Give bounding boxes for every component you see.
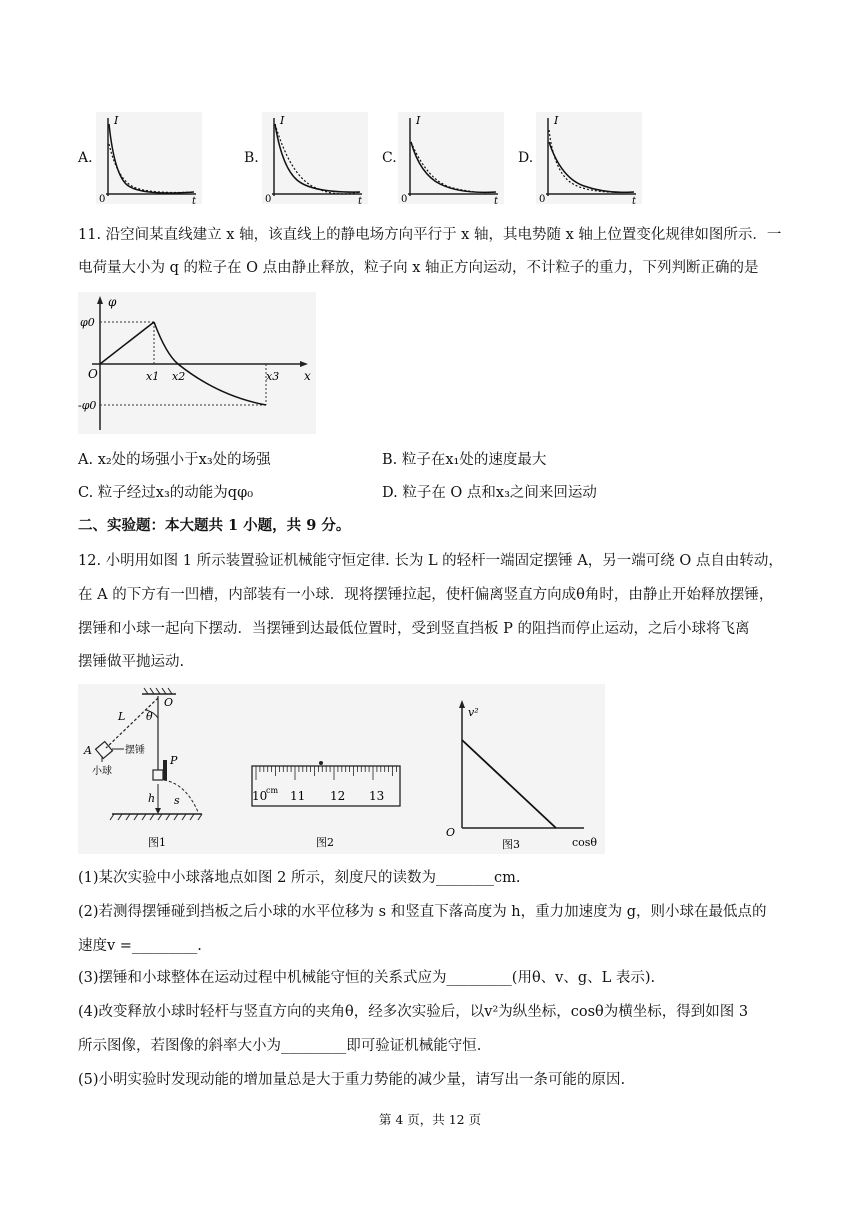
q10-a-origin: 0 [99, 194, 106, 204]
q11-phi0-label: φ0 [80, 316, 95, 329]
fig1-theta-label: θ [146, 710, 153, 723]
q10-option-c-label: C. [382, 150, 397, 166]
q10-d-x-label: t [632, 196, 637, 204]
section-heading: 二、实验题：本大题共 1 小题，共 9 分。 [78, 517, 351, 534]
q11-option-c: C. 粒子经过x₃的动能为qφ₀ [78, 485, 254, 501]
q12-part4-line2: 所示图像，若图像的斜率大小为_________即可验证机械能守恒. [78, 1038, 482, 1054]
q10-option-d-label: D. [518, 150, 534, 166]
q11-x2-label: x2 [172, 370, 186, 383]
fig3-caption: 图3 [502, 838, 520, 851]
q11-x1-label: x1 [146, 370, 160, 383]
fig1-hammer-label: 摆锤 [125, 745, 145, 756]
q12-stem-line4: 摆锤做平抛运动. [78, 654, 185, 670]
q12-part3: (3)摆锤和小球整体在运动过程中机械能守恒的关系式应为_________(用θ、v、g、L 表示). [78, 970, 656, 986]
q10-option-a-label: A. [78, 150, 93, 166]
fig1-a-label: A [84, 744, 92, 757]
fig2-caption: 图2 [316, 836, 334, 849]
fig2-tick-12: 12 [330, 789, 346, 803]
q10-b-x-label: t [358, 196, 363, 204]
q10-b-y-label: I [280, 114, 285, 127]
q11-x-axis-label: x [304, 369, 311, 383]
q10-d-origin: 0 [539, 194, 546, 204]
q10-c-y-label: I [416, 114, 421, 127]
q11-option-a: A. x₂处的场强小于x₃处的场强 [78, 452, 271, 468]
q10-a-x-label: t [192, 196, 197, 204]
q12-part4-line1: (4)改变释放小球时轻杆与竖直方向的夹角θ，经多次实验后，以v²为纵坐标，cosθ为横坐标，得到如图 3 [78, 1004, 749, 1020]
fig3-x-label: cosθ [572, 836, 598, 849]
fig1-o-label: O [164, 696, 174, 709]
q11-origin-label: O [88, 367, 98, 381]
q10-graph-a [96, 112, 202, 204]
fig2-unit: cm [266, 786, 279, 795]
q12-figure-panel [78, 684, 605, 854]
q12-stem-line3: 摆锤和小球一起向下摆动．当摆锤到达最低位置时，受到竖直挡板 P 的阻挡而停止运动，之后小球将飞离 [78, 621, 750, 637]
fig1-p-label: P [170, 754, 178, 767]
q12-part2-line2: 速度v =_________. [78, 938, 202, 954]
q12-part5: (5)小明实验时发现动能的增加量总是大于重力势能的减少量，请写出一条可能的原因. [78, 1072, 626, 1088]
q10-graph-c [398, 112, 504, 204]
q11-neg-phi0-label: -φ0 [78, 399, 97, 412]
q12-part2-line1: (2)若测得摆锤碰到挡板之后小球的水平位移为 s 和竖直下落高度为 h，重力加速度为 g，则小球在最低点的 [78, 904, 767, 920]
q11-option-b: B. 粒子在x₁处的速度最大 [382, 452, 547, 468]
fig1-ball-label: 小球 [92, 766, 112, 777]
q12-part1: (1)某次实验中小球落地点如图 2 所示，刻度尺的读数为________cm. [78, 870, 521, 886]
fig2-tick-11: 11 [290, 789, 306, 803]
q10-option-b-label: B. [244, 150, 259, 166]
fig3-y-label: v² [468, 706, 479, 719]
q11-potential-graph [78, 292, 316, 434]
q11-x3-label: x3 [266, 370, 280, 383]
q10-a-y-label: I [114, 114, 119, 127]
q10-c-origin: 0 [401, 194, 408, 204]
fig2-tick-10: 10 [252, 789, 268, 803]
fig1-h-label: h [148, 792, 156, 805]
q10-graph-b [262, 112, 368, 204]
q10-graph-d [536, 112, 642, 204]
fig2-tick-13: 13 [369, 789, 385, 803]
q11-stem-line2: 电荷量大小为 q 的粒子在 O 点由静止释放，粒子向 x 轴正方向运动，不计粒子的重力，下列判断正确的是 [78, 260, 759, 276]
q12-stem-line2: 在 A 的下方有一凹槽，内部装有一小球．现将摆锤拉起，使杆偏离竖直方向成θ角时，由静止开始释放摆锤， [78, 587, 774, 603]
q10-b-origin: 0 [265, 194, 272, 204]
q10-d-y-label: I [554, 114, 559, 127]
q11-y-axis-label: φ [108, 295, 117, 309]
fig1-l-label: L [118, 710, 126, 723]
fig3-origin: O [446, 826, 456, 839]
fig1-caption: 图1 [148, 836, 166, 849]
page-footer: 第 4 页，共 12 页 [378, 1112, 482, 1127]
q10-c-x-label: t [494, 196, 499, 204]
q11-option-d: D. 粒子在 O 点和x₃之间来回运动 [382, 485, 597, 501]
q12-stem-line1: 12. 小明用如图 1 所示装置验证机械能守恒定律. 长为 L 的轻杆一端固定摆锤 A，另一端可绕 O 点自由转动， [78, 553, 783, 569]
fig1-s-label: s [174, 794, 180, 807]
q11-stem-line1: 11. 沿空间某直线建立 x 轴，该直线上的静电场方向平行于 x 轴，其电势随 x 轴上位置变化规律如图所示．一 [78, 227, 782, 243]
